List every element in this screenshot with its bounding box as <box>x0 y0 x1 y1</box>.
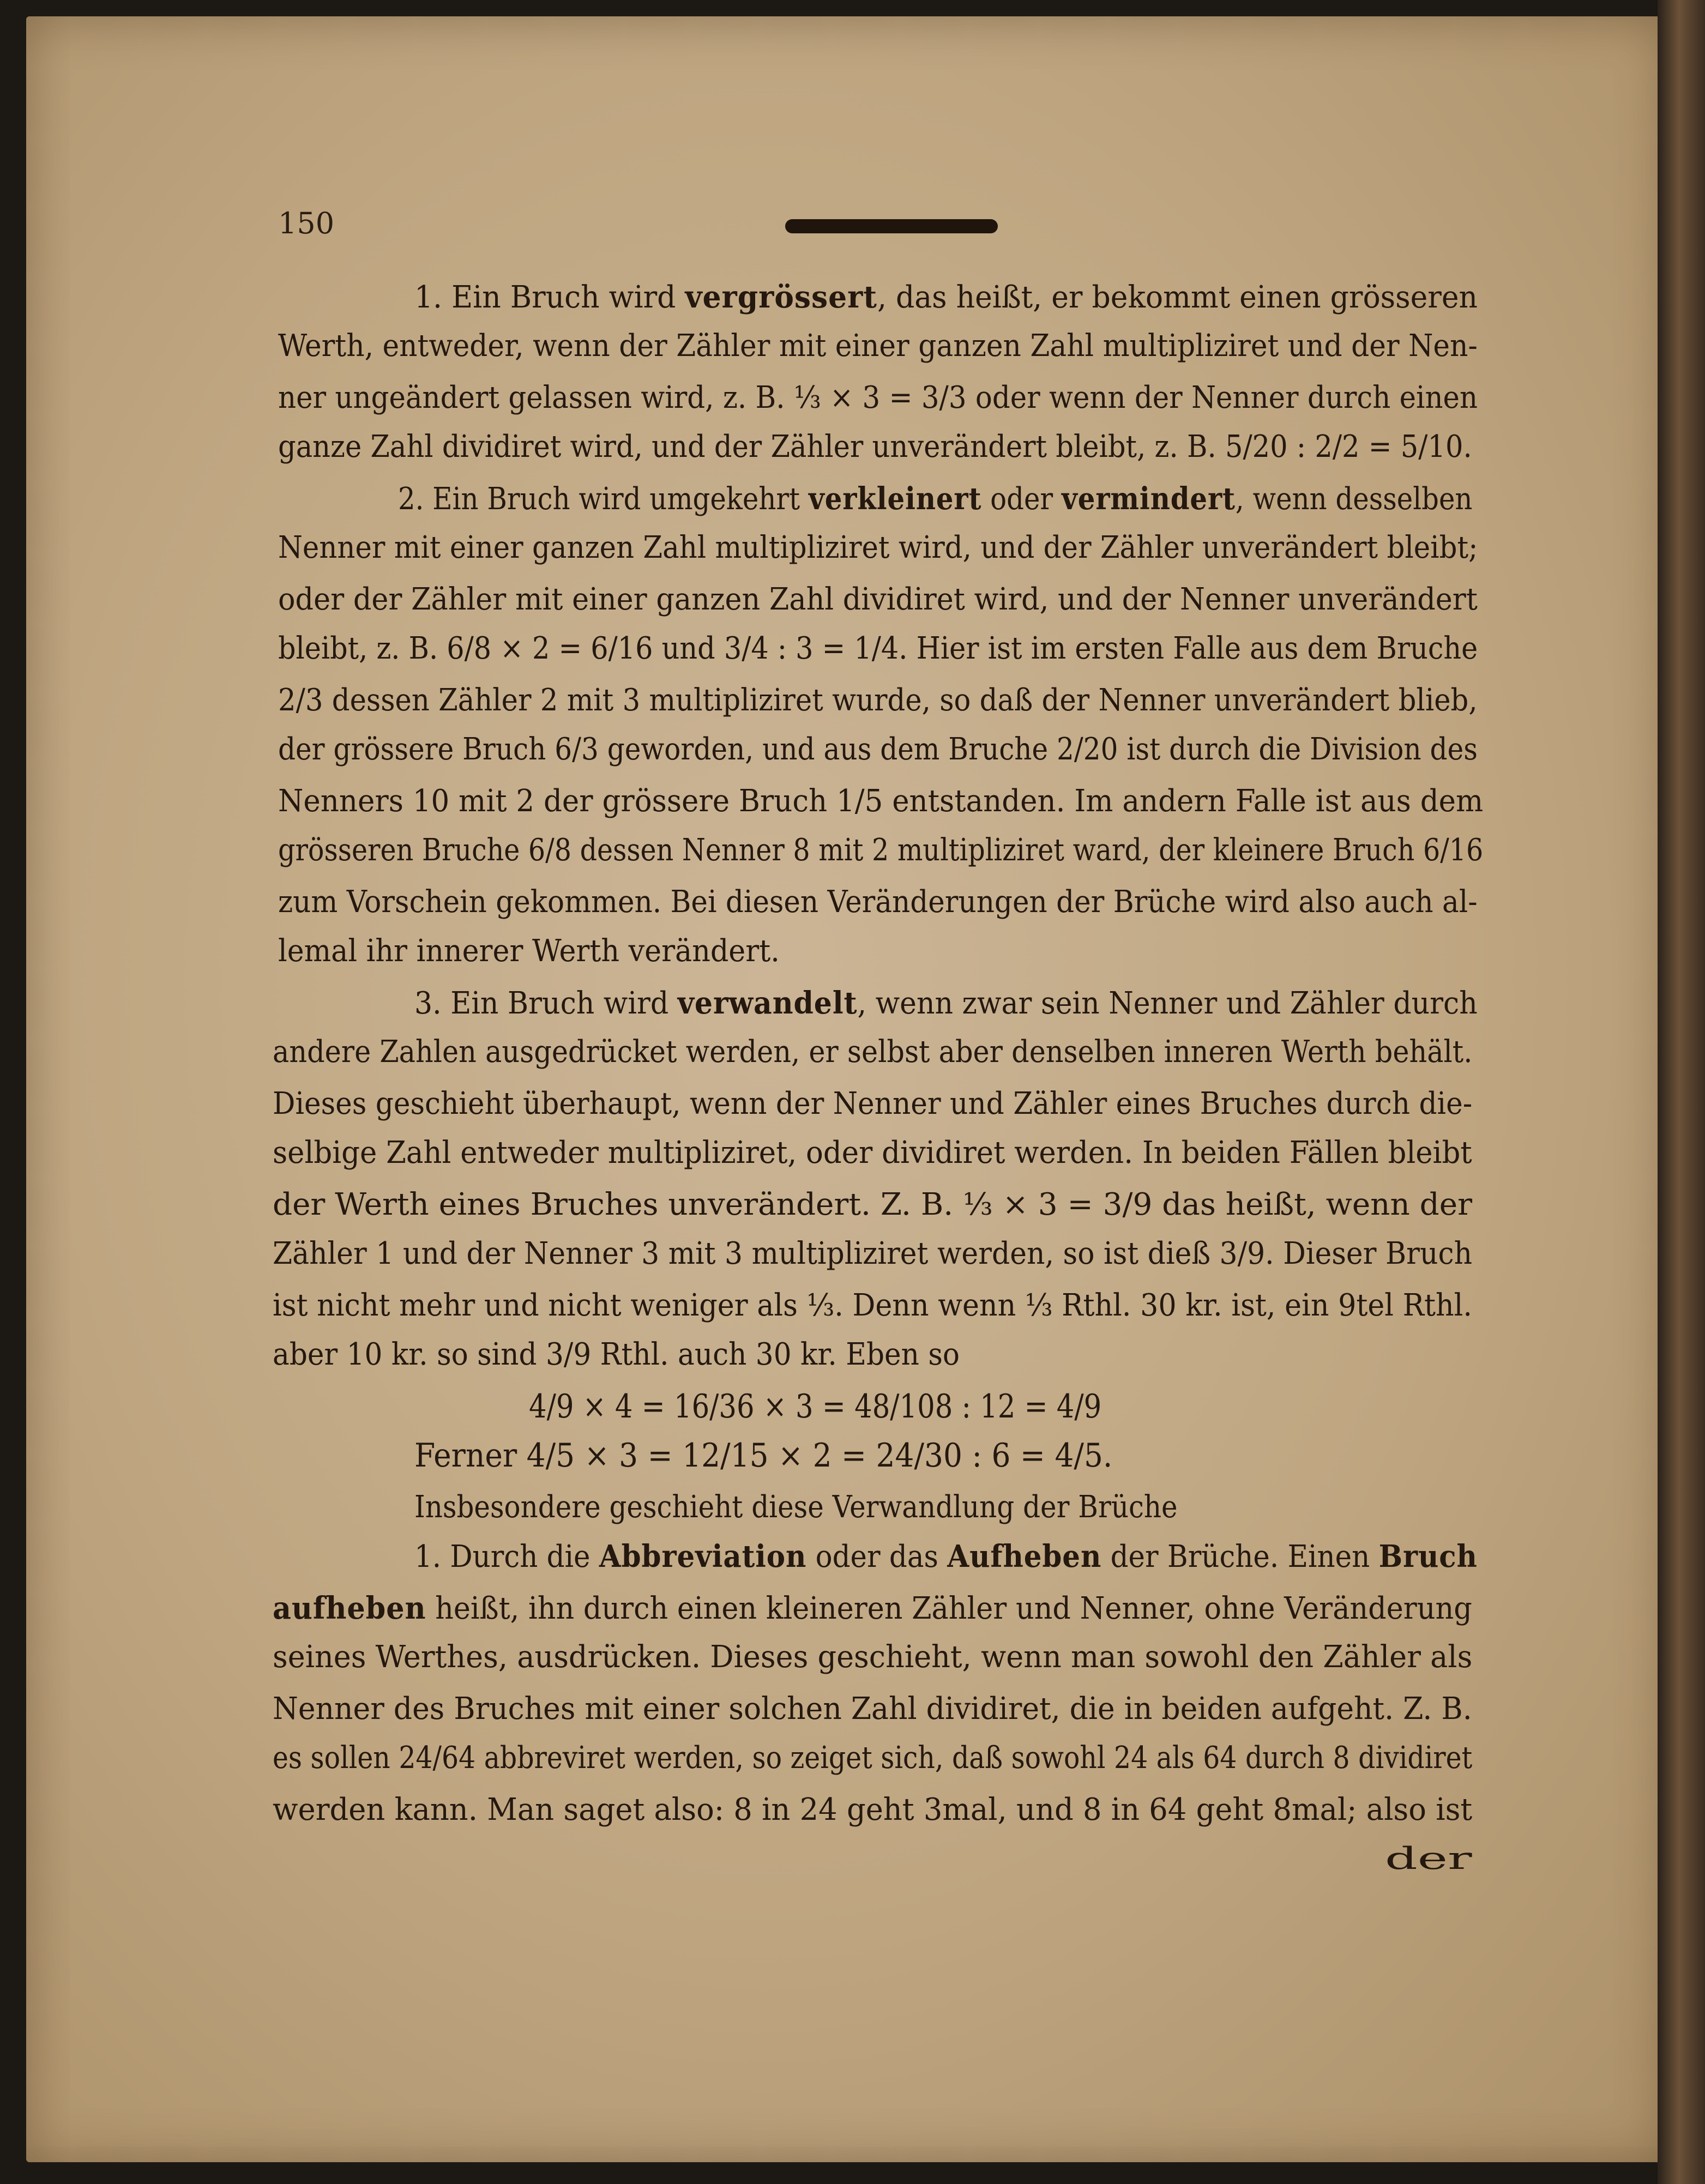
text-line <box>414 1537 1478 1576</box>
emphasized-term: aufheben <box>273 1590 426 1626</box>
text-run: 1. Durch die <box>414 1539 599 1574</box>
text-run: oder <box>981 481 1062 517</box>
text-run: andere Zahlen ausgedrücket werden, er selbst aber denselben inneren Werth behält. <box>273 1034 1473 1070</box>
text-run: zum Vorschein gekommen. Bei diesen Veränderungen der Brüche wird also auch al- <box>278 884 1478 920</box>
text-line <box>273 1085 1472 1123</box>
text-line <box>278 379 1478 417</box>
text-line <box>278 932 780 970</box>
text-line <box>273 1186 1472 1224</box>
text-run: ganze Zahl dividiret wird, und der Zähler unverändert bleibt, z. B. 5/20 : 2/2 = 5/10. <box>278 429 1472 464</box>
text-run: 2/3 dessen Zähler 2 mit 3 multipliziret wurde, so daß der Nenner unverändert blieb, <box>278 683 1478 718</box>
text-run: selbige Zahl entweder multipliziret, oder dividiret werden. In beiden Fällen bleibt <box>273 1135 1472 1171</box>
text-line <box>398 480 1472 518</box>
text-line <box>278 581 1478 619</box>
text-run: der Brüche. Einen <box>1101 1539 1379 1574</box>
text-line <box>414 278 1478 317</box>
text-run: es sollen 24/64 abbreviret werden, so zeiget sich, daß sowohl 24 als 64 durch 8 dividiret <box>273 1740 1473 1776</box>
text-line <box>278 529 1478 567</box>
text-run: 1. Ein Bruch wird <box>414 280 685 315</box>
emphasized-term: Abbreviation <box>599 1539 807 1574</box>
text-run: ner ungeändert gelassen wird, z. B. ⅓ × 3 = 3/3 oder wenn der Nenner durch einen <box>278 380 1478 415</box>
text-run: Nenner mit einer ganzen Zahl multipliziret wird, und der Zähler unverändert bleibt; <box>278 530 1478 565</box>
text-run: heißt, ihn durch einen kleineren Zähler und Nenner, ohne Veränderung <box>426 1591 1472 1626</box>
text-line <box>273 1134 1472 1172</box>
text-run: Ferner 4/5 × 3 = 12/15 × 2 = 24/30 : 6 = 4/5. <box>414 1437 1113 1475</box>
text-run: Insbesondere geschieht diese Verwandlung der Brüche <box>414 1489 1178 1525</box>
emphasized-term: verkleinert <box>808 481 982 517</box>
text-run: der grössere Bruch 6/3 geworden, und aus dem Bruche 2/20 ist durch die Division des <box>278 732 1478 767</box>
text-run: seines Werthes, ausdrücken. Dieses geschieht, wenn man sowohl den Zähler als <box>273 1639 1473 1675</box>
text-line <box>273 1589 1472 1628</box>
text-run: 2. Ein Bruch wird umgekehrt <box>398 481 809 517</box>
page-number: 150 <box>278 206 335 240</box>
text-line <box>278 883 1478 921</box>
text-line <box>273 1336 960 1374</box>
text-line <box>278 782 1483 820</box>
text-line <box>529 1387 1101 1426</box>
text-line <box>278 731 1478 769</box>
text-run: grösseren Bruche 6/8 dessen Nenner 8 mit 2 multipliziret ward, der kleinere Bruch 6/16 <box>278 832 1484 868</box>
text-run: , wenn desselben <box>1235 481 1473 517</box>
text-run: Nenners 10 mit 2 der grössere Bruch 1/5 entstanden. Im andern Falle ist aus dem <box>278 783 1484 819</box>
text-line <box>1385 1840 1472 1878</box>
text-run: Zähler 1 und der Nenner 3 mit 3 multipliziret werden, so ist dieß 3/9. Dieser Bruch <box>273 1236 1473 1271</box>
text-line <box>273 1739 1472 1777</box>
text-run: der <box>1385 1841 1472 1877</box>
text-line <box>273 1690 1472 1728</box>
text-line <box>273 1235 1472 1273</box>
emphasized-term: Bruch <box>1378 1539 1478 1574</box>
text-run: lemal ihr innerer Werth verändert. <box>278 933 780 969</box>
text-line <box>278 681 1478 720</box>
text-run: Nenner des Bruches mit einer solchen Zahl dividiret, die in beiden aufgeht. Z. B. <box>273 1691 1472 1727</box>
text-run: 3. Ein Bruch wird <box>414 986 678 1021</box>
text-line <box>278 428 1472 466</box>
text-line <box>414 984 1478 1023</box>
text-run: aber 10 kr. so sind 3/9 Rthl. auch 30 kr. Eben so <box>273 1337 960 1372</box>
emphasized-term: vergrössert <box>685 279 877 315</box>
text-line <box>278 831 1483 870</box>
emphasized-term: vermindert <box>1061 481 1236 517</box>
text-run: der Werth eines Bruches unverändert. Z. B. ⅓ × 3 = 3/9 das heißt, wenn der <box>273 1187 1473 1222</box>
text-line <box>273 1033 1472 1071</box>
text-line <box>273 1638 1472 1676</box>
text-line <box>273 1287 1472 1325</box>
text-line <box>278 327 1478 365</box>
text-line <box>278 630 1478 668</box>
text-run: , das heißt, er bekommt einen grösseren <box>877 280 1478 315</box>
text-run: werden kann. Man saget also: 8 in 24 geht 3mal, und 8 in 64 geht 8mal; also ist <box>273 1792 1473 1827</box>
text-run: bleibt, z. B. 6/8 × 2 = 6/16 und 3/4 : 3 = 1/4. Hier ist im ersten Falle aus dem Bruche <box>278 631 1478 666</box>
text-line <box>273 1791 1472 1829</box>
text-run: ist nicht mehr und nicht weniger als ⅓. Denn wenn ⅓ Rthl. 30 kr. ist, ein 9tel Rthl. <box>273 1288 1472 1323</box>
text-run: Dieses geschieht überhaupt, wenn der Nenner und Zähler eines Bruches durch die- <box>273 1086 1473 1121</box>
emphasized-term: verwandelt <box>677 985 858 1021</box>
text-line <box>414 1488 1178 1527</box>
text-run: oder der Zähler mit einer ganzen Zahl dividiret wird, und der Nenner unverändert <box>278 582 1478 617</box>
text-line <box>414 1437 1112 1475</box>
text-run: Werth, entweder, wenn der Zähler mit einer ganzen Zahl multipliziret und der Nen- <box>278 328 1478 364</box>
text-run: 4/9 × 4 = 16/36 × 3 = 48/108 : 12 = 4/9 <box>529 1387 1102 1426</box>
text-run: , wenn zwar sein Nenner und Zähler durch <box>857 986 1478 1021</box>
emphasized-term: Aufheben <box>947 1539 1102 1574</box>
text-run: oder das <box>806 1539 948 1574</box>
